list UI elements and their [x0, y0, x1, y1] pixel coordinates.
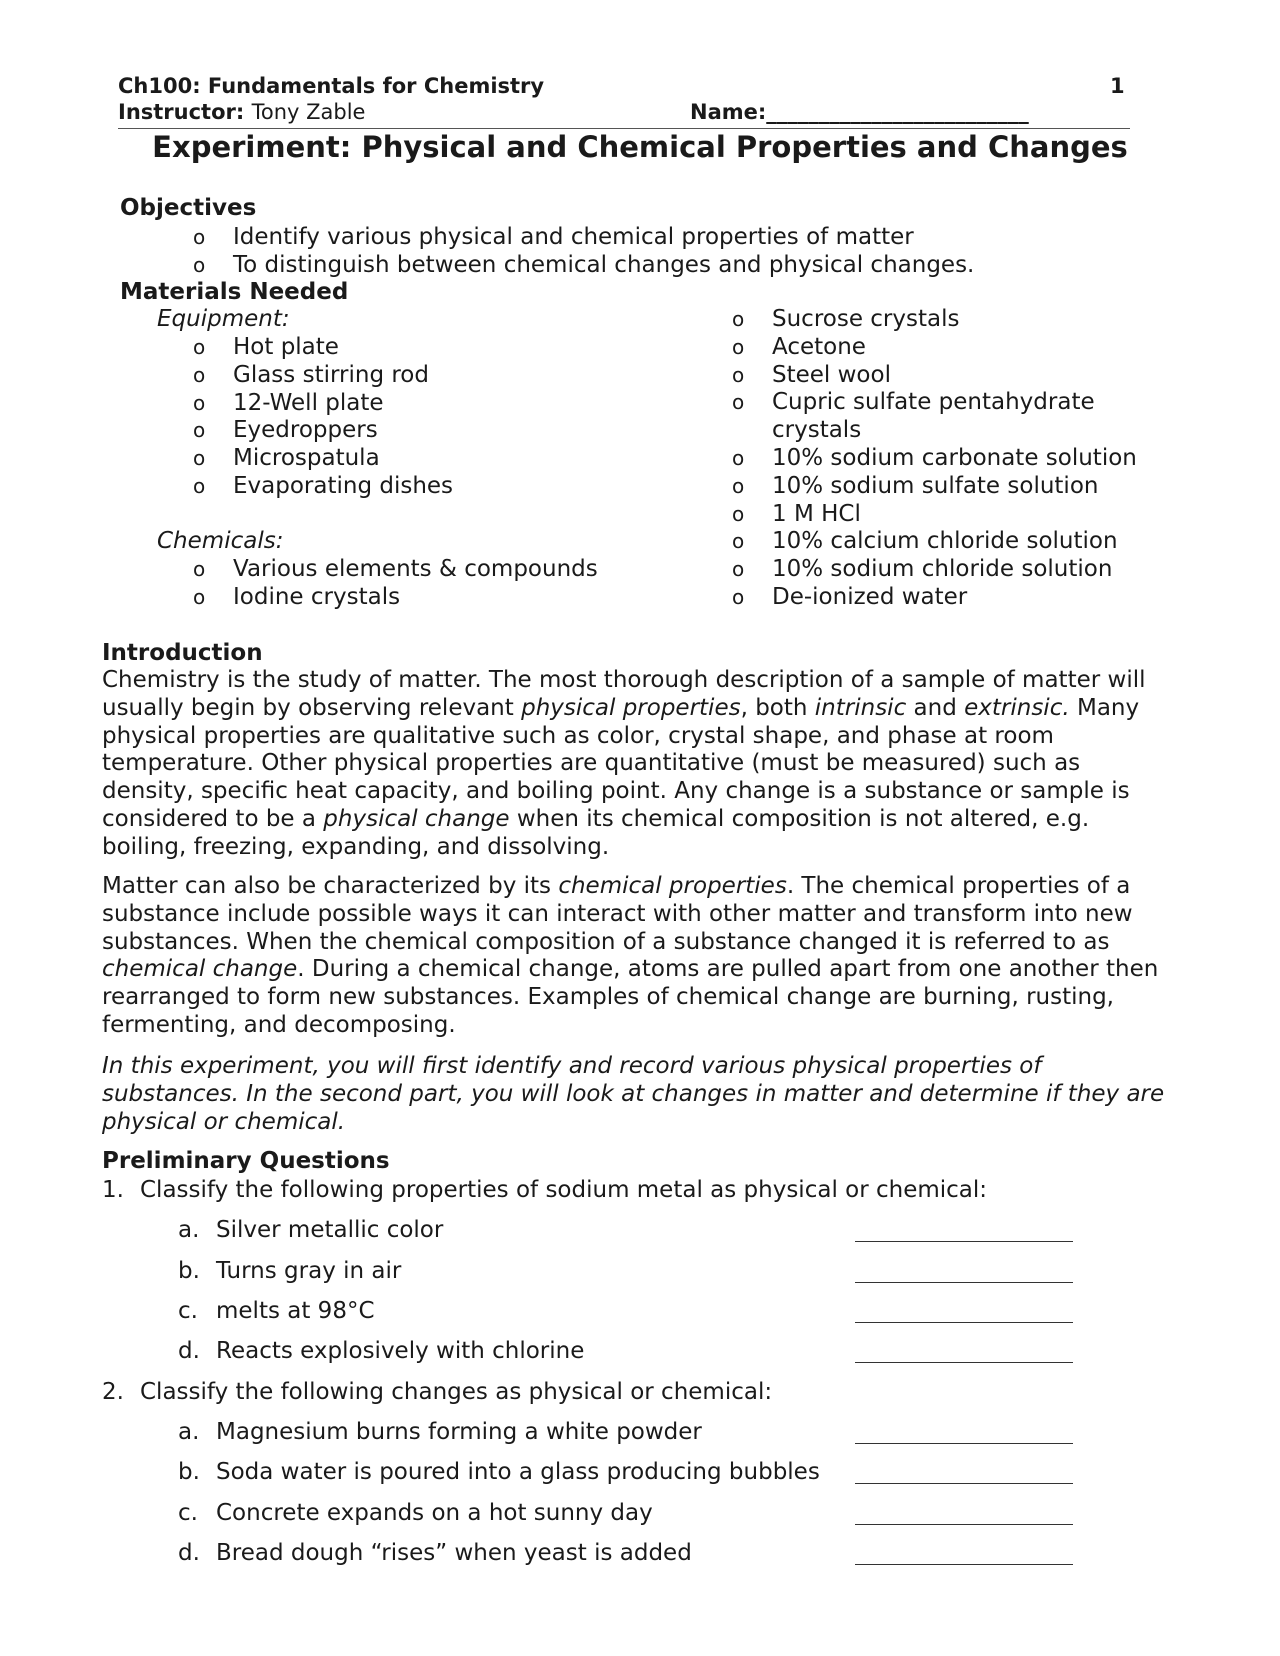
bullet-icon: o [193, 446, 206, 471]
question-2-item-d: d. Bread dough “rises” when yeast is added [178, 1540, 692, 1566]
question-2-item-b: b. Soda water is poured into a glass producing bubbles [178, 1459, 820, 1485]
page-title: Experiment: Physical and Chemical Properties and Changes [152, 130, 1128, 164]
equipment-label: Equipment: [157, 306, 290, 332]
chemical-item: o Sucrose crystals [732, 306, 960, 332]
name-field[interactable]: Name:_________________________ [690, 100, 1029, 124]
instructor-label: Instructor: [118, 100, 245, 124]
answer-blank-1a[interactable] [855, 1241, 1073, 1242]
answer-blank-1d[interactable] [855, 1362, 1073, 1363]
intro-paragraph-1: Chemistry is the study of matter. The most thorough description of a sample of matter will usually begin by observing relevant physical properties, both intrinsic and extrinsic. Many physical properties are qualitative such as color, crystal shape, and phase at room temperature. Other physical properties are quantitative (must be measured) such as density, specific heat capacity, and boiling point. Any change is a substance or sample is considered to be a physical change when its chemical composition is not altered, e.g. boiling, freezing, expanding, and dissolving. [102, 667, 1146, 860]
equipment-item: o Glass stirring rod [193, 361, 429, 388]
chemical-item: o Various elements & compounds [193, 556, 598, 582]
bullet-icon: o [193, 473, 206, 498]
question-2-item-a: a. Magnesium burns forming a white powder [178, 1419, 702, 1445]
question-1-item-c: c. melts at 98°C [178, 1298, 375, 1324]
answer-blank-1b[interactable] [855, 1282, 1073, 1283]
bullet-icon: o [732, 584, 745, 609]
bullet-icon: o [732, 362, 745, 387]
chemicals-list-right [732, 306, 1152, 612]
bullet-icon: o [732, 307, 745, 331]
bullet-icon: o [732, 334, 745, 359]
preliminary-heading: Preliminary Questions [102, 1148, 390, 1174]
header-divider [118, 128, 1130, 129]
chemical-item: o 10% sodium sulfate solution [732, 472, 1099, 499]
answer-blank-1c[interactable] [855, 1322, 1073, 1323]
page-number: 1 [1110, 74, 1125, 98]
objective-item: o Identify various physical and chemical properties of matter [193, 224, 914, 250]
chemical-item: o Iodine crystals [193, 583, 401, 610]
bullet-icon: o [193, 557, 206, 581]
answer-blank-2c[interactable] [855, 1524, 1073, 1525]
bullet-icon: o [193, 418, 206, 443]
bullet-icon: o [732, 473, 745, 498]
bullet-icon: o [193, 225, 206, 249]
bullet-icon: o [193, 584, 206, 609]
bullet-icon: o [193, 335, 206, 359]
chemical-item: o 10% sodium carbonate solution [732, 444, 1137, 471]
instructor-line [118, 100, 365, 124]
objectives-list [193, 224, 974, 280]
answer-blank-2d[interactable] [855, 1564, 1073, 1565]
intro-paragraph-2: Matter can also be characterized by its chemical properties. The chemical properties of a substance include possible ways it can interact with other matter and transform into new substances. When the chemical composition of a substance changed it is referred to as chemical change. During a chemical change, atoms are pulled apart from one another then rearranged to form new substances. Examples of chemical change are burning, rusting, fermenting, and decomposing. [102, 873, 1159, 1038]
answer-blank-2b[interactable] [855, 1483, 1073, 1484]
bullet-icon: o [732, 529, 745, 554]
course-title: Ch100: Fundamentals for Chemistry [118, 74, 545, 98]
equipment-list [193, 334, 453, 501]
bullet-icon: o [732, 390, 745, 415]
chemicals-list-left [193, 556, 598, 612]
chemical-item: o 10% sodium chloride solution [732, 556, 1113, 583]
chemical-item: o Steel wool [732, 361, 891, 388]
chemical-item: o De-ionized water [732, 583, 968, 610]
chemical-item: o 10% calcium chloride solution [732, 528, 1118, 555]
bullet-icon: o [193, 362, 206, 387]
objectives-heading: Objectives [120, 195, 257, 221]
equipment-item: o Eyedroppers [193, 417, 378, 444]
bullet-icon: o [732, 445, 745, 470]
chemical-item: o Acetone [732, 333, 866, 360]
bullet-icon: o [193, 390, 206, 415]
question-1-item-a: a. Silver metallic color [178, 1217, 444, 1243]
chemicals-label: Chemicals: [157, 528, 284, 554]
answer-blank-2a[interactable] [855, 1443, 1073, 1444]
chemical-item: o 1 M HCl [732, 500, 861, 527]
question-1: 1. Classify the following properties of sodium metal as physical or chemical: [102, 1177, 988, 1203]
introduction-heading: Introduction [102, 640, 263, 666]
equipment-item: o Microspatula [193, 445, 380, 472]
bullet-icon: o [732, 501, 745, 526]
question-1-item-d: d. Reacts explosively with chlorine [178, 1338, 585, 1364]
bullet-icon: o [732, 557, 745, 582]
bullet-icon: o [193, 252, 206, 277]
question-2: 2. Classify the following changes as physical or chemical: [102, 1379, 773, 1405]
instructor-name: Tony Zable [251, 100, 366, 124]
materials-heading: Materials Needed [120, 279, 349, 305]
equipment-item: o 12-Well plate [193, 389, 384, 416]
objective-item: o To distinguish between chemical changes and physical changes. [193, 251, 975, 278]
equipment-item: o Hot plate [193, 334, 339, 360]
question-2-item-c: c. Concrete expands on a hot sunny day [178, 1500, 653, 1526]
intro-paragraph-3: In this experiment, you will first identify and record various physical properties of substances. In the second part, you will look at changes in matter and determine if they are physical or chemical. [102, 1053, 1165, 1135]
equipment-item: o Evaporating dishes [193, 472, 454, 499]
question-1-item-b: b. Turns gray in air [178, 1258, 402, 1284]
chemical-item: o Cupric sulfate pentahydrate crystals [732, 389, 1095, 444]
